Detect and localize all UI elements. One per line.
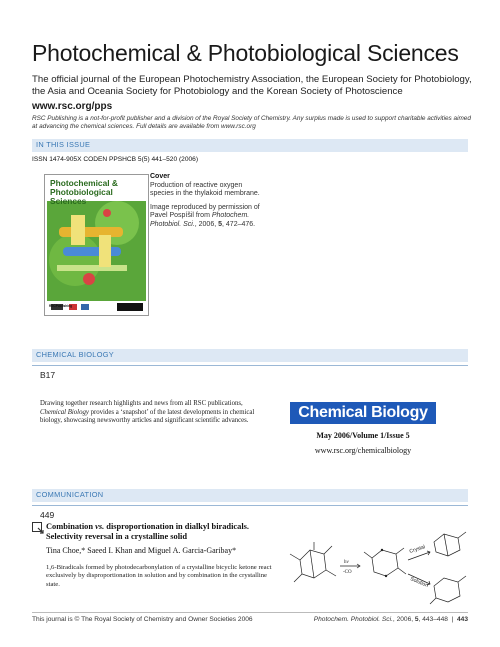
journal-title: Photochemical & Photobiological Sciences: [32, 40, 459, 66]
article-flag-icon[interactable]: [32, 522, 44, 534]
article-abstract: 1,6-Biradicals formed by photodecarbonylation of a crystalline bicyclic ketone react exclusively by disproportionation in solution and by combination in the crystalline state.: [46, 564, 272, 588]
communication-page: 449: [40, 510, 55, 520]
article-title[interactable]: [46, 522, 286, 542]
section-heading: CHEMICAL BIOLOGY: [36, 350, 115, 359]
footer-page-number: 443: [456, 616, 468, 623]
footer-pages: , 443–448: [418, 616, 448, 623]
cover-caption: Production of reactive oxygen species in the thylakoid membrane.: [150, 181, 260, 198]
footer-separator: |: [451, 616, 454, 623]
article-title-vs: vs.: [95, 522, 105, 531]
cover-credit-pages: , 472–476.: [222, 220, 256, 228]
cover-description: [150, 173, 260, 235]
footer-divider: [32, 612, 468, 613]
section-heading: IN THIS ISSUE: [36, 140, 91, 149]
radical-dot-icon: [385, 575, 387, 577]
radical-dot-icon: [381, 549, 383, 551]
section-bar-chemical-biology: [32, 349, 468, 362]
section-divider: [32, 505, 468, 506]
cb-text-part: provides a ‘snapshot’ of the latest developments in chemical biology, showcasing newsworthy articles and significant scientific advances.: [40, 408, 255, 425]
chemical-biology-banner: Chemical Biology: [290, 402, 436, 424]
section-heading: COMMUNICATION: [36, 490, 104, 499]
publisher-note: RSC Publishing is a not-for-profit publisher and a division of the Royal Society of Chemistry. Any surplus made is used to support charitable activities aimed at advancing the chemical sciences. Full details are available from www.rsc.org: [32, 115, 471, 130]
chemical-biology-url-link[interactable]: www.rsc.org/chemicalbiology: [314, 446, 412, 455]
scheme-co-label: -CO: [343, 570, 352, 575]
cover-label: Cover: [150, 173, 170, 180]
footer-volume: 5: [414, 616, 419, 623]
cover-image[interactable]: [44, 174, 149, 316]
cover-credit-volume: 5: [218, 220, 223, 228]
chemical-biology-text: [40, 400, 255, 426]
article-title-part: Combination: [46, 522, 96, 531]
article-authors: Tina Choe,* Saeed I. Khan and Miguel A. Garcia-Garibay*: [46, 546, 237, 555]
journal-subtitle: The official journal of the European Photochemistry Association, the European Society for Photobiology, the Asia and Oceania Society for Photobiology and the Korean Society of Photoscience: [32, 74, 472, 97]
section-bar-in-this-issue: [32, 139, 468, 152]
reaction-scheme: [280, 520, 468, 608]
scheme-hv-label: hν: [344, 560, 349, 565]
issn-line: ISSN 1474-905X CODEN PPSHCB 5(5) 441–520 (2006): [32, 156, 199, 163]
chemical-biology-code: B17: [40, 370, 56, 380]
cover-credit-journal: Photochem. Photobiol. Sci.: [150, 212, 250, 228]
cb-text-italic: Chemical Biology: [40, 408, 89, 416]
cover-image-publisher: RSCPublishing: [49, 304, 73, 308]
footer-year: , 2006,: [392, 616, 415, 623]
section-divider: [32, 365, 468, 366]
cb-text-part: Drawing together research highlights and news from all RSC publications,: [40, 400, 243, 407]
footer-citation: [314, 616, 468, 623]
article-title-part: disproportionation in dialkyl biradicals. Selectivity reversal in a crystalline solid: [46, 522, 250, 541]
section-bar-communication: [32, 489, 468, 502]
cover-credit-text: Image reproduced by permission of Pavel Pospíšil from: [150, 203, 260, 220]
scheme-solution-label: Solution: [409, 576, 429, 589]
cover-credit: [150, 204, 260, 230]
footer-copyright: This journal is © The Royal Society of Chemistry and Owner Societies 2006: [32, 616, 253, 623]
journal-url-link[interactable]: www.rsc.org/pps: [32, 101, 113, 112]
cover-image-title: Photochemical & Photobiological Sciences: [50, 178, 118, 206]
chemical-biology-banner-box[interactable]: [290, 402, 436, 466]
cover-credit-year: , 2006,: [194, 220, 219, 228]
chemical-biology-issue: May 2006/Volume 1/Issue 5: [316, 431, 410, 440]
footer-journal: Photochem. Photobiol. Sci.: [313, 616, 393, 623]
scheme-crystal-label: Crystal: [408, 544, 426, 555]
